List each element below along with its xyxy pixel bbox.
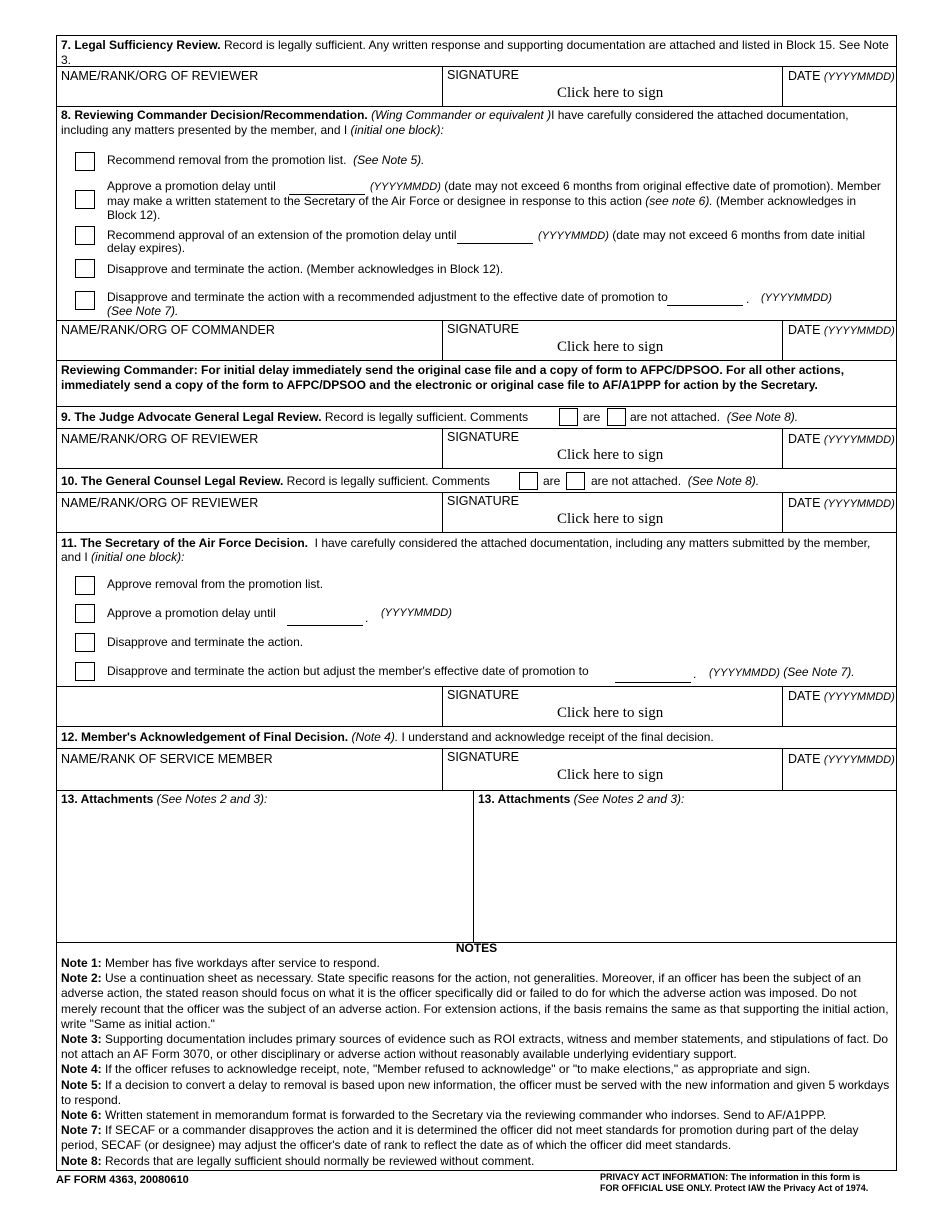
s8-opt3-fmt: (YYYYMMDD) bbox=[538, 230, 609, 242]
s8-opt2-fmt: (YYYYMMDD) bbox=[370, 181, 441, 193]
privacy-line-1: PRIVACY ACT INFORMATION: The information in this form is bbox=[600, 1172, 861, 1182]
note-item bbox=[61, 1078, 890, 1108]
section-11-text-b: and I bbox=[61, 550, 88, 564]
s10-checkbox-are-not[interactable] bbox=[566, 472, 585, 490]
section-8-text-b-italic: (initial one block): bbox=[350, 123, 444, 137]
section-11-text-a: I have carefully considered the attached documentation, including any matters submitted by the member, bbox=[314, 536, 871, 550]
s8-opt2-text-c: may make a written statement to the Secretary of the Air Force or designee in response to this action bbox=[107, 194, 642, 208]
date-format-text: (YYYYMMDD) bbox=[823, 325, 895, 337]
note-text: Supporting documentation includes primary sources of evidence such as ROI extracts, witness and member statements, and stipulations of fact. Do not attach an AF Form 3070, or other disciplinary or adverse action without reasonably available underlying evidentiary support. bbox=[61, 1032, 889, 1062]
s8-opt3-text-b: (date may not exceed 6 months from date initial bbox=[612, 228, 866, 242]
section-12-note: (Note 4). bbox=[351, 730, 399, 744]
s11-opt2-fmt: (YYYYMMDD) bbox=[381, 607, 452, 619]
section-8-text-a: I have carefully considered the attached documentation, bbox=[551, 108, 849, 122]
section-8-header-line1 bbox=[61, 108, 849, 123]
section-10-title: 10. The General Counsel Legal Review. bbox=[61, 474, 284, 488]
s8-checkbox-approve-delay[interactable] bbox=[75, 190, 95, 209]
note-text: Use a continuation sheet as necessary. State specific reasons for the action, not generalities. Moreover, if an officer has been the subject of an adverse action, the stated reason should focus on what it is the officer specifically did or failed to do for which the adverse action was imposed. Do not merely recount that the officer was the subject of an adverse action. For extension actions, if the basis remains the same as that supporting the initial action, write "Same as initial action." bbox=[61, 971, 889, 1031]
s8-checkbox-disapprove-adjust[interactable] bbox=[75, 291, 95, 310]
section-13-right-header bbox=[478, 792, 684, 807]
s8-opt5-period: . bbox=[746, 292, 750, 306]
note-text: Records that are legally sufficient should normally be reviewed without comment. bbox=[105, 1153, 535, 1168]
s8-opt4-text: Disapprove and terminate the action. (Member acknowledges in Block 12). bbox=[107, 262, 504, 276]
s9-are-label: are bbox=[583, 410, 601, 424]
section-7-date-label bbox=[788, 69, 895, 85]
date-label-text: DATE bbox=[788, 323, 821, 337]
s8-opt2-text-a: Approve a promotion delay until bbox=[107, 179, 276, 193]
section-13-right-title: 13. Attachments bbox=[478, 792, 571, 806]
section-8-signature-label: SIGNATURE bbox=[447, 322, 519, 336]
s8-opt3-line1b bbox=[538, 228, 865, 244]
s8-opt3-text-a: Recommend approval of an extension of the promotion delay until bbox=[107, 228, 457, 242]
section-11-title: 11. The Secretary of the Air Force Decision. bbox=[61, 536, 308, 550]
s8-opt1-note: (See Note 5). bbox=[353, 153, 425, 167]
s9-checkbox-are-not[interactable] bbox=[607, 408, 626, 426]
commander-instruction: Reviewing Commander: For initial delay immediately send the original case file and a copy of form to AFPC/DPSOO. For all other actions, immediately send a copy of the form to AFPC/DPSOO and the electronic or original case file to AF/A1PPP for action by the Secretary. bbox=[61, 363, 845, 392]
s8-opt2-line2 bbox=[107, 194, 856, 209]
s8-opt2-text-c-end: (Member acknowledges in bbox=[716, 194, 857, 208]
s8-opt1-text: Recommend removal from the promotion list. bbox=[107, 153, 347, 167]
s8-opt2-line1 bbox=[107, 179, 276, 194]
s8-opt5-note: (See Note 7). bbox=[107, 304, 179, 318]
section-11-text-b-italic: (initial one block): bbox=[91, 550, 185, 564]
section-8-sign-button[interactable]: Click here to sign bbox=[557, 339, 664, 355]
note-text: If SECAF or a commander disapproves the action and it is determined the officer did not meet standards for promotion during part of the delay period, SECAF (or designee) may adjust the officer's date of rank to reflect the date as of which the officer did meet standards. bbox=[61, 1123, 859, 1153]
section-8-title-italic: (Wing Commander or equivalent ) bbox=[371, 108, 552, 122]
s9-not-attached-text: are not attached. bbox=[630, 410, 721, 424]
date-format-text: (YYYYMMDD) bbox=[823, 691, 895, 703]
section-9-title: 9. The Judge Advocate General Legal Review. bbox=[61, 410, 322, 424]
section-12-title: 12. Member's Acknowledgement of Final Decision. bbox=[61, 730, 349, 744]
s10-checkbox-are[interactable] bbox=[519, 472, 538, 490]
section-13-left-note: (See Notes 2 and 3): bbox=[156, 792, 268, 806]
section-13-left-title: 13. Attachments bbox=[61, 792, 154, 806]
s10-not-attached-text: are not attached. bbox=[591, 474, 682, 488]
section-10-sign-button[interactable]: Click here to sign bbox=[557, 511, 664, 527]
s8-opt2-line3: Block 12). bbox=[107, 208, 161, 222]
section-7-header bbox=[61, 38, 891, 68]
s11-opt4-period: . bbox=[693, 667, 697, 681]
date-label-text: DATE bbox=[788, 69, 821, 83]
note-label: Note 5: bbox=[61, 1077, 102, 1092]
section-13-left-header bbox=[61, 792, 267, 807]
section-7-sign-button[interactable]: Click here to sign bbox=[557, 85, 664, 101]
section-12-name-label: NAME/RANK OF SERVICE MEMBER bbox=[61, 752, 273, 766]
section-12-signature-label: SIGNATURE bbox=[447, 750, 519, 764]
s8-opt3-line2: delay expires). bbox=[107, 241, 186, 255]
s8-extension-date-input[interactable] bbox=[457, 229, 533, 244]
note-item bbox=[61, 1062, 890, 1077]
note-label: Note 8: bbox=[61, 1153, 102, 1168]
s8-adjust-date-input[interactable] bbox=[667, 291, 743, 306]
date-label-text: DATE bbox=[788, 752, 821, 766]
section-12-header bbox=[61, 730, 714, 745]
s11-opt3-text: Disapprove and terminate the action. bbox=[107, 635, 304, 649]
s11-checkbox-approve-delay[interactable] bbox=[75, 604, 95, 623]
s11-delay-date-input[interactable] bbox=[287, 611, 363, 626]
note-item bbox=[61, 971, 890, 1032]
s11-opt2-period: . bbox=[365, 611, 369, 625]
date-format-text: (YYYYMMDD) bbox=[823, 498, 895, 510]
s8-opt2-text-c-italic: (see note 6). bbox=[645, 194, 713, 208]
section-13-right-note: (See Notes 2 and 3): bbox=[573, 792, 685, 806]
section-11-sign-button[interactable]: Click here to sign bbox=[557, 705, 664, 721]
note-text: Member has five workdays after service to respond. bbox=[105, 956, 380, 970]
note-text: If a decision to convert a delay to removal is based upon new information, the officer must be served with the new information and given 5 workdays to respond. bbox=[61, 1077, 890, 1107]
privacy-line-2: FOR OFFICIAL USE ONLY. Protect IAW the Privacy Act of 1974. bbox=[600, 1183, 869, 1193]
note-text: Written statement in memorandum format is forwarded to the Secretary via the reviewing commander who indorses. Send to AF/A1PPP. bbox=[105, 1108, 827, 1123]
note-label: Note 4: bbox=[61, 1062, 102, 1077]
section-9-date-label bbox=[788, 432, 895, 448]
note-item bbox=[61, 1108, 890, 1123]
s11-checkbox-disapprove[interactable] bbox=[75, 633, 95, 652]
s11-opt4-text: Disapprove and terminate the action but adjust the member's effective date of promotion to bbox=[107, 664, 589, 678]
form-id: AF FORM 4363, 20080610 bbox=[56, 1174, 189, 1186]
s8-checkbox-extension[interactable] bbox=[75, 226, 95, 245]
date-format-text: (YYYYMMDD) bbox=[823, 434, 895, 446]
s8-opt5-fmt: (YYYYMMDD) bbox=[761, 292, 832, 304]
section-11-signature-label: SIGNATURE bbox=[447, 688, 519, 702]
note-item bbox=[61, 1154, 890, 1169]
s8-option-recommend-removal bbox=[107, 153, 424, 168]
section-12-sign-button[interactable]: Click here to sign bbox=[557, 767, 664, 783]
section-10-name-label: NAME/RANK/ORG OF REVIEWER bbox=[61, 496, 259, 510]
section-9-signature-label: SIGNATURE bbox=[447, 430, 519, 444]
date-label-text: DATE bbox=[788, 496, 821, 510]
section-8-title: 8. Reviewing Commander Decision/Recommendation. bbox=[61, 108, 368, 122]
section-11-header-line2 bbox=[61, 550, 184, 565]
note-label: Note 1: bbox=[61, 956, 102, 970]
s8-checkbox-recommend-removal[interactable] bbox=[75, 152, 95, 171]
section-10-date-label bbox=[788, 496, 895, 512]
note-item bbox=[61, 1032, 890, 1062]
attachments-left-textarea[interactable] bbox=[59, 810, 469, 938]
s11-opt2-text: Approve a promotion delay until bbox=[107, 606, 276, 620]
notes-heading: NOTES bbox=[455, 941, 498, 955]
section-12-date-label bbox=[788, 752, 895, 768]
section-10-signature-label: SIGNATURE bbox=[447, 494, 519, 508]
note-item bbox=[61, 1123, 890, 1153]
section-7-signature-label: SIGNATURE bbox=[447, 68, 519, 82]
section-8-date-label bbox=[788, 323, 895, 339]
section-7-text: Record is legally sufficient. Any written response and supporting documentation are attached and listed in Block 15. See Note 3. bbox=[61, 38, 889, 67]
s9-not-attached bbox=[630, 410, 798, 425]
date-label-text: DATE bbox=[788, 432, 821, 446]
s9-note: (See Note 8). bbox=[726, 410, 799, 424]
section-11-header-line1 bbox=[61, 536, 870, 551]
s8-opt5-line1: Disapprove and terminate the action with a recommended adjustment to the effective date of promotion to bbox=[107, 290, 668, 304]
note-label: Note 7: bbox=[61, 1123, 102, 1138]
s8-delay-date-input[interactable] bbox=[289, 180, 365, 195]
section-8-text-b: including any matters presented by the member, and I bbox=[61, 123, 348, 137]
date-format-text: (YYYYMMDD) bbox=[823, 71, 895, 83]
section-9-sign-button[interactable]: Click here to sign bbox=[557, 447, 664, 463]
note-label: Note 6: bbox=[61, 1108, 102, 1123]
note-label: Note 3: bbox=[61, 1032, 102, 1047]
section-9-text: Record is legally sufficient. Comments bbox=[324, 410, 529, 424]
section-10-header bbox=[61, 474, 490, 489]
s8-opt2-line1b bbox=[370, 179, 881, 195]
notes-list bbox=[61, 956, 890, 1169]
section-11-date-label bbox=[788, 689, 895, 705]
s8-opt2-text-b: (date may not exceed 6 months from original effective date of promotion). Member bbox=[444, 179, 881, 193]
section-7-name-label: NAME/RANK/ORG OF REVIEWER bbox=[61, 69, 259, 83]
section-7-title: 7. Legal Sufficiency Review. bbox=[61, 38, 221, 52]
s11-checkbox-approve-removal[interactable] bbox=[75, 576, 95, 595]
s10-note: (See Note 8). bbox=[687, 474, 760, 488]
date-format-text: (YYYYMMDD) bbox=[823, 754, 895, 766]
section-10-text: Record is legally sufficient. Comments bbox=[286, 474, 490, 488]
section-8-name-label: NAME/RANK/ORG OF COMMANDER bbox=[61, 323, 275, 337]
s11-checkbox-disapprove-adjust[interactable] bbox=[75, 662, 95, 681]
section-9-name-label: NAME/RANK/ORG OF REVIEWER bbox=[61, 432, 259, 446]
note-item bbox=[61, 956, 890, 971]
af-form-4363-page2 bbox=[56, 35, 897, 1171]
section-9-header bbox=[61, 410, 528, 425]
s11-opt4-fmt: (YYYYMMDD) bbox=[709, 667, 780, 679]
note-label: Note 2: bbox=[61, 971, 102, 986]
s10-are-label: are bbox=[543, 474, 561, 488]
section-8-header-line2 bbox=[61, 123, 444, 138]
s8-checkbox-disapprove[interactable] bbox=[75, 259, 95, 278]
s11-opt4-note: (See Note 7). bbox=[783, 665, 855, 679]
date-label-text: DATE bbox=[788, 689, 821, 703]
s10-not-attached bbox=[591, 474, 759, 489]
note-text: If the officer refuses to acknowledge receipt, note, "Member refused to acknowledge" or "to make elections," as appropriate and sign. bbox=[105, 1062, 811, 1077]
attachments-right-textarea[interactable] bbox=[477, 810, 891, 938]
section-12-text: I understand and acknowledge receipt of the final decision. bbox=[401, 730, 714, 744]
s9-checkbox-are[interactable] bbox=[559, 408, 578, 426]
s11-opt1-text: Approve removal from the promotion list. bbox=[107, 577, 324, 591]
s11-opt4-fmt-note bbox=[709, 665, 855, 681]
s11-adjust-date-input[interactable] bbox=[615, 668, 691, 683]
